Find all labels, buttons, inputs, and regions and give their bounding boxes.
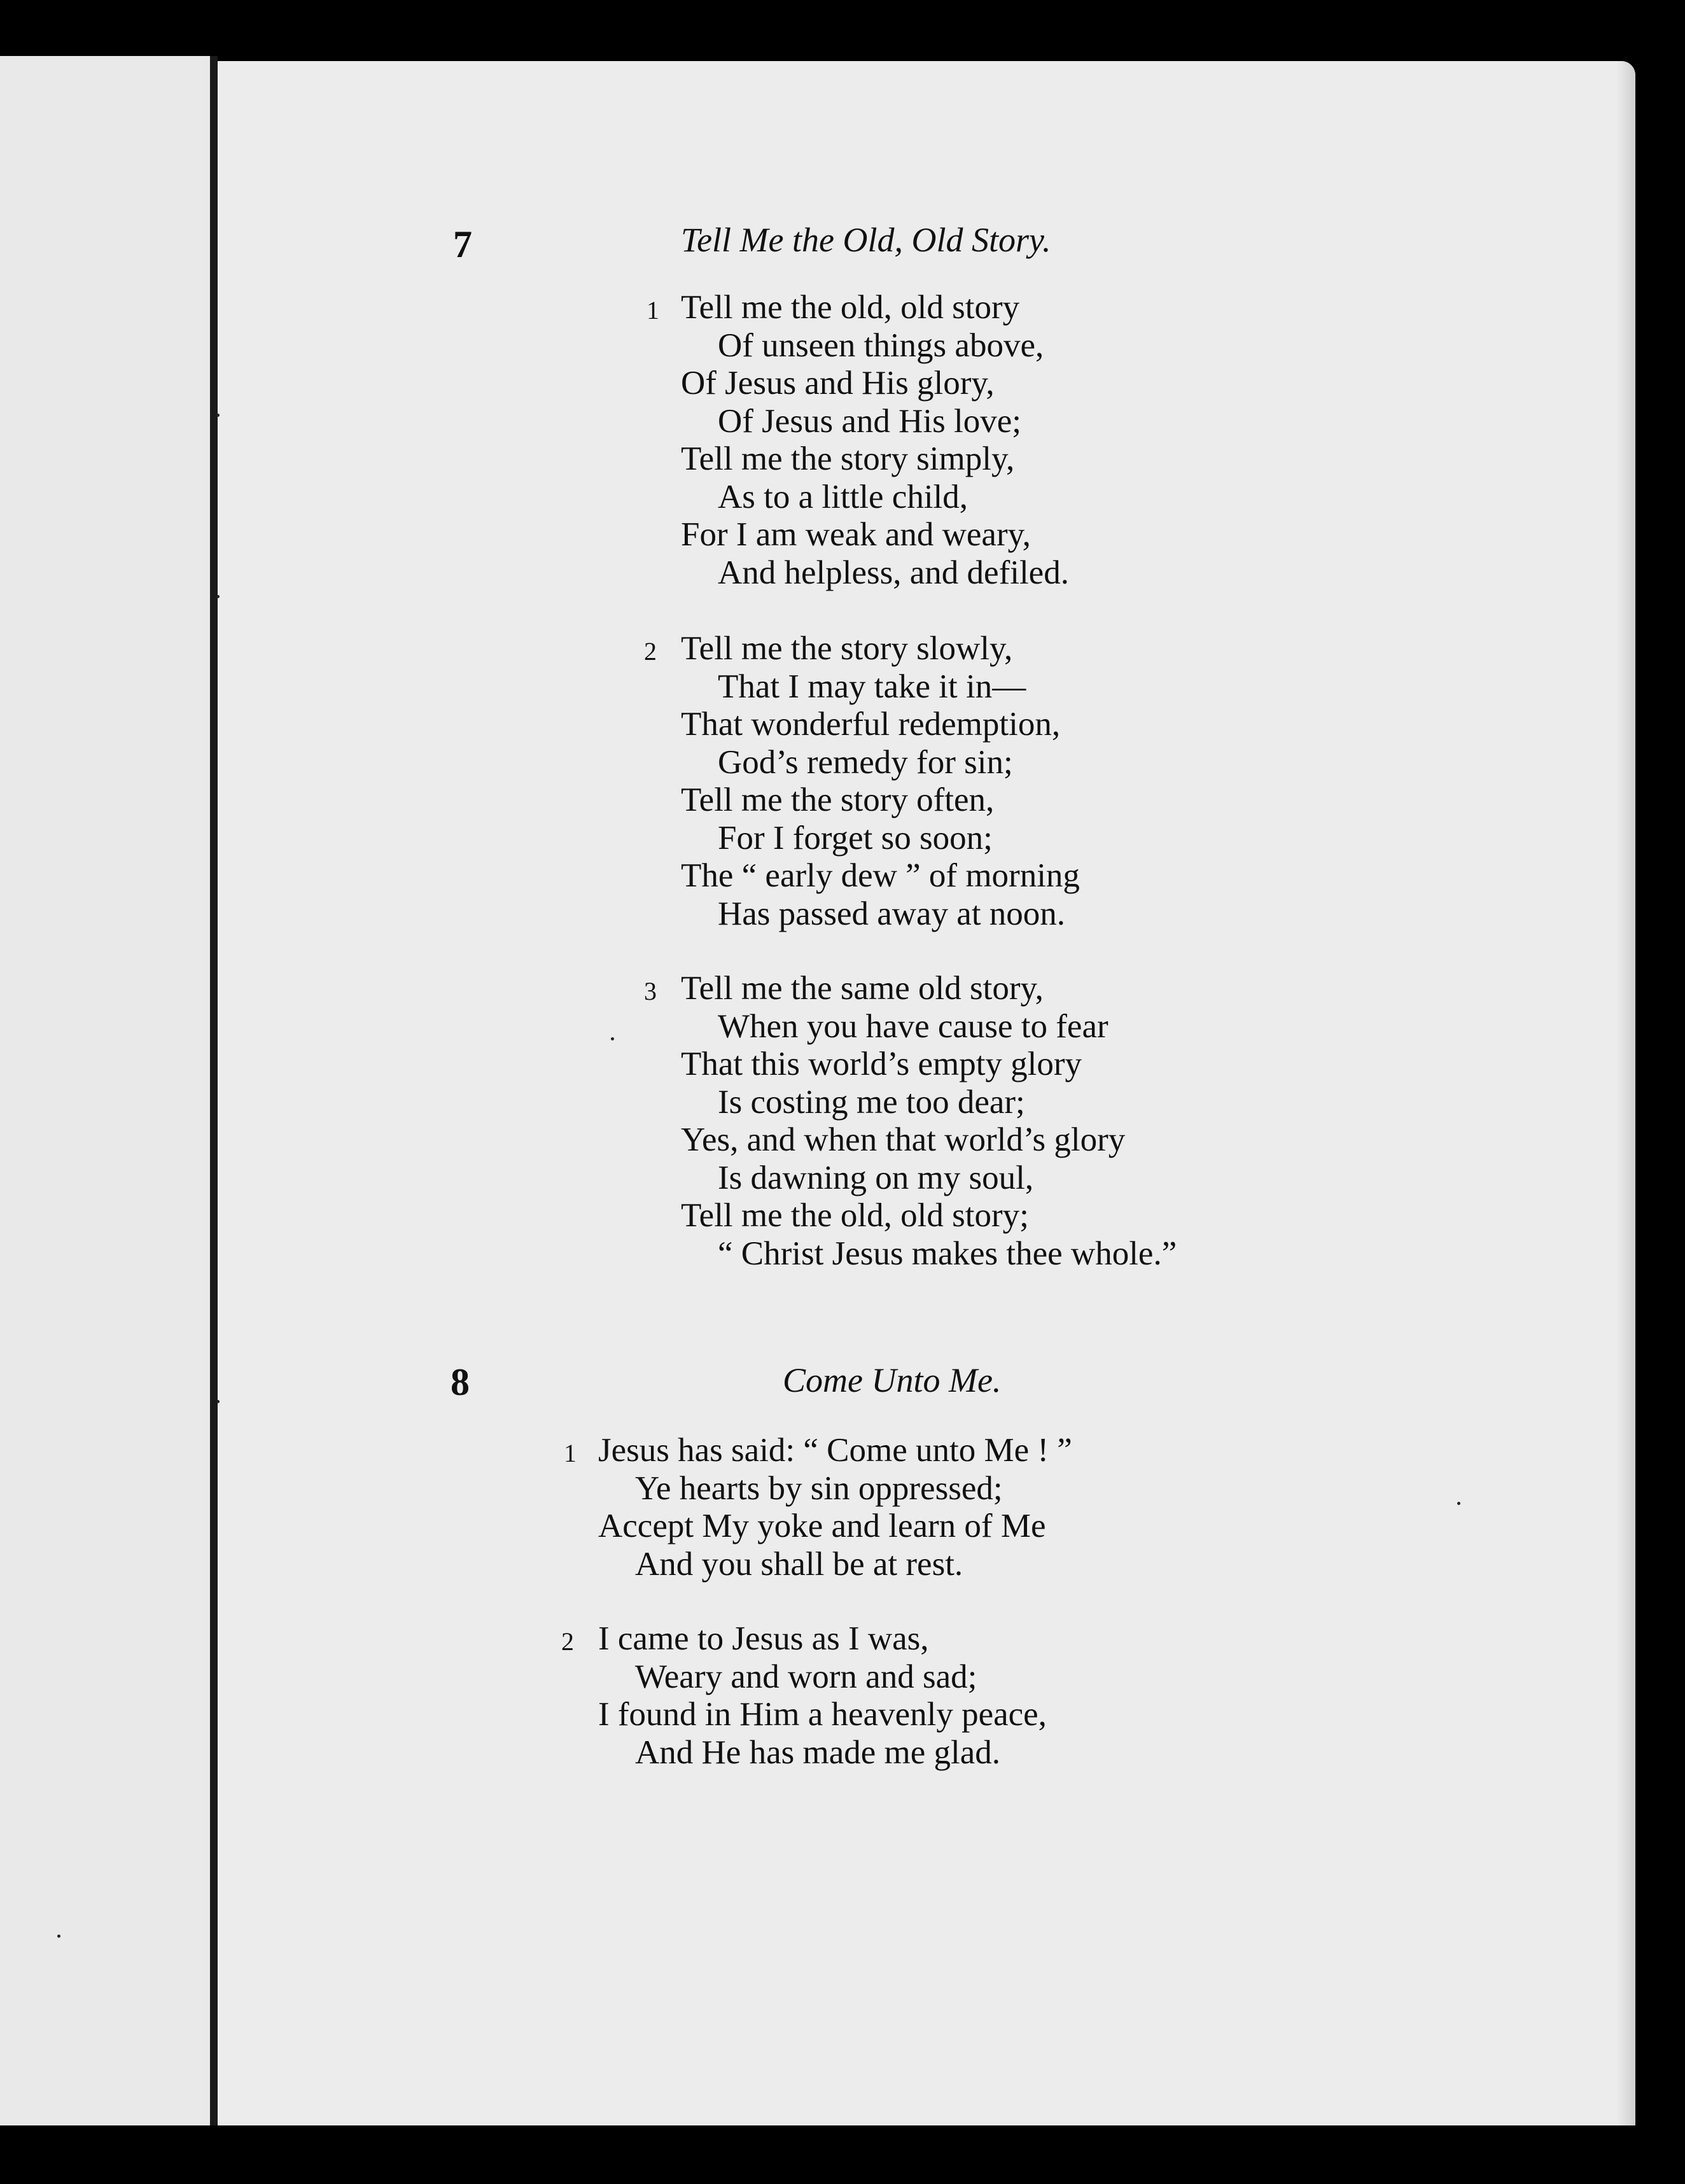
- print-speck: [216, 414, 220, 417]
- stanza-line: Accept My yoke and learn of Me: [598, 1508, 1046, 1544]
- stanza-line: Has passed away at noon.: [718, 895, 1066, 932]
- print-speck: [1457, 1502, 1460, 1505]
- stanza-line: Is dawning on my soul,: [718, 1159, 1034, 1196]
- stanza-number: 3: [644, 977, 657, 1005]
- hymn-number: 8: [451, 1361, 470, 1403]
- stanza-line: And helpless, and defiled.: [718, 554, 1069, 591]
- stanza: [644, 970, 1177, 1273]
- print-speck: [216, 595, 220, 598]
- stanza: [561, 1620, 1047, 1772]
- hymn-title: Come Unto Me.: [783, 1361, 1002, 1399]
- stanza-line: Tell me the same old story,: [681, 970, 1044, 1007]
- stanza-number: 1: [564, 1439, 577, 1467]
- stanza-line: Tell me the story often,: [681, 781, 995, 818]
- stanza-line: I found in Him a heavenly peace,: [598, 1696, 1047, 1733]
- stanza-line: Weary and worn and sad;: [635, 1658, 977, 1695]
- stanza: [644, 630, 1080, 933]
- hymn-number: 7: [453, 223, 472, 265]
- stanza-line: As to a little child,: [718, 478, 968, 515]
- stanza-number: 2: [561, 1627, 574, 1656]
- stanza-line: Ye hearts by sin oppressed;: [635, 1469, 1003, 1507]
- stanza-line: The “ early dew ” of morning: [681, 857, 1080, 894]
- stanza-line: When you have cause to fear: [718, 1007, 1108, 1045]
- stanza-line: That this world’s empty glory: [681, 1046, 1082, 1082]
- stanza: [647, 289, 1069, 592]
- stanza-number: 2: [644, 637, 657, 666]
- stanza-line: Tell me the old, old story;: [681, 1197, 1029, 1234]
- print-speck: [216, 1400, 220, 1403]
- stanza-line: Tell me the old, old story: [681, 289, 1020, 326]
- stanza-line: God’s remedy for sin;: [718, 743, 1013, 781]
- stanza-line: Yes, and when that world’s glory: [681, 1121, 1126, 1158]
- stanza-line: Jesus has said: “ Come unto Me ! ”: [598, 1432, 1072, 1469]
- stanza-line: And you shall be at rest.: [635, 1545, 963, 1583]
- facing-page-edge: [0, 56, 216, 2125]
- stanza-line: Of unseen things above,: [718, 326, 1044, 364]
- stanza-number: 1: [647, 296, 659, 325]
- page-edge-shadow: [1616, 61, 1635, 2125]
- hymn-title: Tell Me the Old, Old Story.: [681, 221, 1051, 259]
- stanza-line: Of Jesus and His glory,: [681, 365, 995, 402]
- stanza-line: For I forget so soon;: [718, 819, 993, 857]
- book-gutter: [210, 56, 218, 2125]
- stanza-line: That I may take it in—: [718, 668, 1026, 705]
- stanza-line: And He has made me glad.: [635, 1733, 1000, 1771]
- print-speck: [611, 1037, 614, 1040]
- stanza-line: Of Jesus and His love;: [718, 402, 1021, 440]
- stanza: [564, 1432, 1072, 1583]
- stanza-line: “ Christ Jesus makes thee whole.”: [718, 1235, 1177, 1272]
- stanza-line: I came to Jesus as I was,: [598, 1620, 929, 1657]
- stanza-line: That wonderful redemption,: [681, 706, 1061, 743]
- stanza-line: Tell me the story slowly,: [681, 630, 1013, 667]
- stanza-line: Is costing me too dear;: [718, 1083, 1025, 1121]
- print-speck: [57, 1935, 60, 1938]
- stanza-line: For I am weak and weary,: [681, 516, 1031, 553]
- stanza-line: Tell me the story simply,: [681, 440, 1015, 477]
